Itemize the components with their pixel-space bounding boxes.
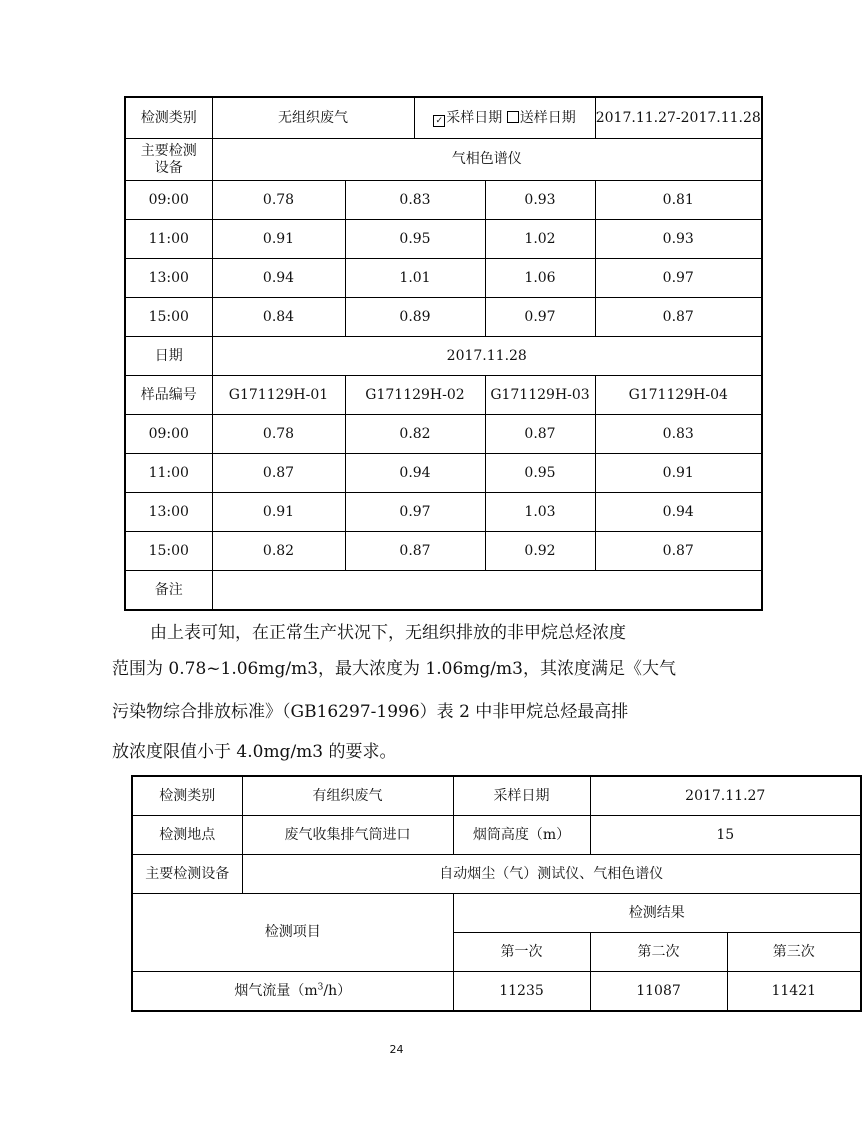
value-cell: 1.03 — [485, 493, 595, 532]
item-label: 检测项目 — [132, 894, 453, 972]
value-cell: 0.84 — [212, 298, 345, 337]
round-label: 第三次 — [727, 933, 861, 972]
category-value: 有组织废气 — [242, 776, 453, 816]
location-value: 废气收集排气筒进口 — [242, 816, 453, 855]
delivery-date-label: 送样日期 — [519, 109, 576, 126]
value-cell: 1.06 — [485, 259, 595, 298]
remark-label: 备注 — [125, 571, 212, 611]
date-value: 2017.11.28 — [212, 337, 762, 376]
equipment-label: 主要检测设备 — [132, 855, 242, 894]
sample-id: G171129H-03 — [485, 376, 595, 415]
equipment-label: 主要检测 设备 — [125, 139, 212, 181]
value-cell: 1.02 — [485, 220, 595, 259]
sample-label: 样品编号 — [125, 376, 212, 415]
table-row — [125, 139, 762, 181]
value-cell: 0.78 — [212, 181, 345, 220]
value-cell: 0.82 — [212, 532, 345, 571]
value-cell: 0.91 — [212, 493, 345, 532]
value-cell: 0.97 — [595, 259, 762, 298]
flow-value: 11235 — [453, 972, 590, 1012]
value-cell: 0.87 — [485, 415, 595, 454]
time-cell: 09:00 — [125, 415, 212, 454]
category-label: 检测类别 — [125, 97, 212, 139]
round-label: 第一次 — [453, 933, 590, 972]
time-cell: 09:00 — [125, 181, 212, 220]
conclusion-line: 污染物综合排放标准》（GB16297-1996）表 2 中非甲烷总烃最高排 — [112, 702, 629, 722]
value-cell: 0.87 — [345, 532, 485, 571]
equipment-value: 自动烟尘（气）测试仪、气相色谱仪 — [242, 855, 861, 894]
date-range: 2017.11.27-2017.11.28 — [595, 97, 762, 139]
value-cell: 0.87 — [595, 298, 762, 337]
value-cell: 0.92 — [485, 532, 595, 571]
value-cell: 0.94 — [595, 493, 762, 532]
time-cell: 13:00 — [125, 493, 212, 532]
sample-id: G171129H-01 — [212, 376, 345, 415]
time-cell: 13:00 — [125, 259, 212, 298]
value-cell: 0.95 — [345, 220, 485, 259]
table-row — [125, 532, 762, 571]
result-label: 检测结果 — [453, 894, 861, 933]
value-cell: 0.93 — [595, 220, 762, 259]
conclusion-line: 由上表可知，在正常生产状况下，无组织排放的非甲烷总烃浓度 — [150, 623, 626, 643]
table-row — [125, 415, 762, 454]
value-cell: 0.97 — [485, 298, 595, 337]
unchecked-box-icon — [507, 111, 519, 123]
value-cell: 0.87 — [212, 454, 345, 493]
value-cell: 0.83 — [595, 415, 762, 454]
sampling-date-label: 采样日期 — [446, 109, 503, 126]
time-cell: 11:00 — [125, 220, 212, 259]
table-row — [125, 181, 762, 220]
table-row — [125, 97, 762, 139]
flow-label: 烟气流量$(m^3/h)$ — [132, 972, 453, 1012]
value-cell: 0.94 — [212, 259, 345, 298]
equipment-value: 气相色谱仪 — [212, 139, 762, 181]
checked-box-icon: ✓ — [433, 115, 445, 127]
category-label: 检测类别 — [132, 776, 242, 816]
value-cell: 0.93 — [485, 181, 595, 220]
date-label: 日期 — [125, 337, 212, 376]
flow-value: 11087 — [590, 972, 727, 1012]
location-label: 检测地点 — [132, 816, 242, 855]
time-cell: 15:00 — [125, 532, 212, 571]
value-cell: 0.89 — [345, 298, 485, 337]
value-cell: 0.83 — [345, 181, 485, 220]
value-cell: 0.91 — [595, 454, 762, 493]
table-row — [125, 493, 762, 532]
table-row — [125, 259, 762, 298]
value-cell: 0.97 — [345, 493, 485, 532]
value-cell: 0.94 — [345, 454, 485, 493]
sampling-date-value: 2017.11.27 — [590, 776, 861, 816]
organized-gas-table — [131, 775, 862, 1012]
round-label: 第二次 — [590, 933, 727, 972]
time-cell: 11:00 — [125, 454, 212, 493]
conclusion-line: 放浓度限值小于 4.0mg/m3 的要求。 — [112, 742, 397, 762]
value-cell: 0.87 — [595, 532, 762, 571]
flow-value: 11421 — [727, 972, 861, 1012]
remark-value — [212, 571, 762, 611]
table-row — [125, 376, 762, 415]
table-row — [125, 298, 762, 337]
value-cell: 0.78 — [212, 415, 345, 454]
date-type-cell — [414, 97, 595, 139]
time-cell: 15:00 — [125, 298, 212, 337]
stack-height-label: 烟筒高度（m） — [453, 816, 590, 855]
table-row — [125, 337, 762, 376]
value-cell: 0.91 — [212, 220, 345, 259]
value-cell: 0.95 — [485, 454, 595, 493]
sampling-date-label: 采样日期 — [453, 776, 590, 816]
value-cell: 0.82 — [345, 415, 485, 454]
table-row — [132, 816, 861, 855]
fugitive-gas-table — [124, 96, 763, 611]
sample-id: G171129H-04 — [595, 376, 762, 415]
sample-id: G171129H-02 — [345, 376, 485, 415]
table-row — [132, 894, 861, 933]
table-row — [132, 972, 861, 1012]
table-row — [125, 454, 762, 493]
table-row — [132, 855, 861, 894]
stack-height-value: 15 — [590, 816, 861, 855]
value-cell: 0.81 — [595, 181, 762, 220]
table-row — [132, 776, 861, 816]
value-cell: 1.01 — [345, 259, 485, 298]
table-row — [125, 220, 762, 259]
table-row — [125, 571, 762, 611]
category-value: 无组织废气 — [212, 97, 414, 139]
page-number: 24 — [389, 1043, 404, 1056]
conclusion-line: 范围为 0.78~1.06mg/m3，最大浓度为 1.06mg/m3，其浓度满足《大气 — [112, 659, 676, 679]
